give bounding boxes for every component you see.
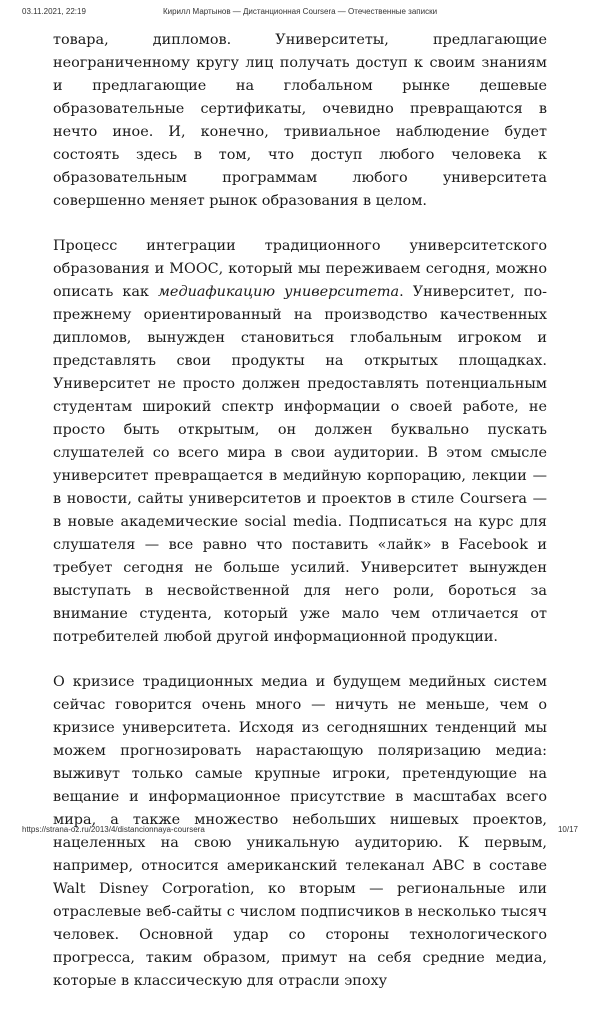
paragraph-2-rest: . Университет, по-прежнему ориентированный на производство качественных дипломов, вынужден становиться глобальным игроком и представлять свои продукты на открытых площадках. Университет не просто должен предоставлять потенциальным студентам широкий спектр информации о своей работе, не просто быть открытым, он должен буквально пускать слушателей со всего мира в свои аудитории. В этом смысле университет превращается в медийную корпорацию, лекции — в новости, сайты университетов и проектов в стиле Coursera — в новые академические social media. Подписаться на курс для слушателя — все равно что поставить «лайк» в Facebook и требует сегодня не больше усилий. Университет вынужден выступать в несвойственной для него роли, бороться за внимание студента, который уже мало чем отличается от потребителей любой другой информационной продукции. (53, 284, 548, 645)
print-header (22, 7, 578, 16)
print-title: Кирилл Мартынов — Дистанционная Coursera — Отечественные записки (162, 7, 438, 16)
article-paragraph-1: товара, дипломов. Университеты, предлагающие неограниченному кругу лиц получать доступ к своим знаниям и предлагающие на глобальном рынке дешевые образовательные сертификаты, очевидно превращаются в нечто иное. И, конечно, тривиальное наблюдение будет состоять здесь в том, что доступ любого человека к образовательным программам любого университета совершенно меняет рынок образования в целом. (53, 32, 547, 209)
paragraph-2-lead: Процесс интеграции традиционного университетского образования и МООС, который мы переживаем сегодня, можно описать как (53, 238, 547, 300)
article-paragraph-3: О кризисе традиционных медиа и будущем медийных систем сейчас говорится очень много — ничуть не меньше, чем о кризисе университета. Исходя из сегодняшних тенденций мы можем прогнозировать нарастающую поляризацию медиа: выживут только самые крупные игроки, претендующие на вещание и информационное присутствие в масштабах всего мира, а также множество небольших нишевых проектов, нацеленных на свою уникальную аудиторию. К первым, например, относится американский телеканал ABC в составе Walt Disney Corporation, ко вторым — региональные или отраслевые веб-сайты с числом подписчиков в несколько тысяч человек. Основной удар со стороны технологического прогресса, таким образом, примут на себя средние медиа, которые в классическую для отрасли эпоху (53, 674, 547, 989)
article-paragraph-2 (53, 235, 547, 649)
page-number: 10/17 (557, 825, 578, 834)
print-date: 03.11.2021, 22:19 (22, 7, 86, 16)
paragraph-2-emphasis: медиафикацию университета (158, 284, 400, 300)
article-body (53, 29, 547, 1015)
print-footer (22, 825, 578, 834)
page-url: https://strana-oz.ru/2013/4/distancionnaya-coursera (22, 825, 205, 834)
